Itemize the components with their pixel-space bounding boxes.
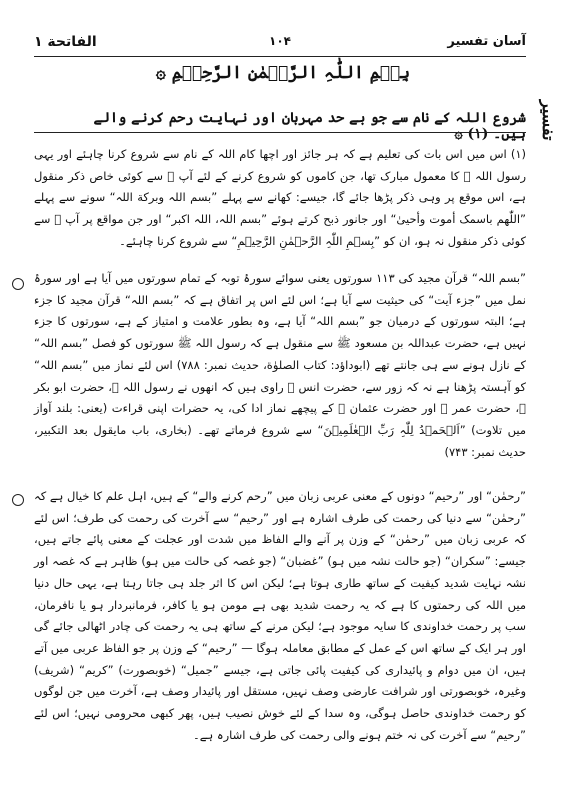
header-divider: [34, 56, 526, 57]
page-number: ۱۰۴: [269, 34, 291, 48]
translation-divider: [34, 132, 526, 133]
bullet-circle-icon: [12, 494, 24, 506]
book-title: آسان تفسیر: [447, 34, 526, 49]
commentary-paragraph-1: (۱) اس میں اس بات کی تعلیم ہے کہ ہر جائز اور اچھا کام اللہ کے نام سے شروع کرنا چاہئے اور یہی رسول اللہ ﷺ کا معمول مبارک تھا، جن کاموں کو شروع کرنے کے لئے آپ ﷺ سے کوئی خاص ذکر منقول ہے، اس موقع پر وہی ذکر پڑھا جائے گا، جیسے: کھانے سے پہلے ”بسم اللہ وبرکة اللہ“ سونے سے پہلے ”اللّٰھم باسمک أموت وأحییٰ“ اور جانور ذبح کرتے ہوئے ”بسم اللہ، اللہ اکبر“ اور جن مواقع پر آپ ﷺ سے کوئی ذکر منقول نہ ہو، ان کو ”بِسۡمِ اللّٰہِ الرَّحۡمٰنِ الرَّحِیۡمِ“ سے شروع کرنا چاہئے۔: [34, 147, 526, 248]
side-label-tafseer: تفسیر: [539, 99, 558, 140]
basmala-verse: بِسۡمِ اللّٰہِ الرَّحۡمٰنِ الرَّحِیۡمِ ۞: [155, 63, 411, 83]
commentary-paragraph-3: ”رحمٰن“ اور ”رحیم“ دونوں کے معنی عربی زبان میں ”رحم کرنے والے“ کے ہیں، اہل علم کا خیال ہے کہ ”رحمٰن“ سے دنیا کی رحمت کی طرف اشارہ ہے اور ”رحیم“ سے آخرت کی رحمت کی طرف؛ اس لئے کہ عربی زبان میں ”رحمٰن“ کے وزن پر آنے والے الفاظ میں شدت اور عجلت کے معنی پائے جاتے ہیں، جیسے: ”سکران“ (جو حالت نشہ میں ہو) ”غضبان“ (جو غصہ کی حالت میں ہو) ظاہر ہے کہ غصہ اور نشہ نہایت شدید کیفیت کے ساتھ طاری ہوتا ہے؛ لیکن اس کا اثر جلد ہی جاتا رہتا ہے، یہی حال دنیا میں اللہ کی رحمتوں کا ہے کہ یہ رحمت شدید بھی ہے مومن ہو یا کافر، فرمانبردار ہو یا نافرمان، سب پر رحمت خداوندی کا سایہ موجود ہے؛ لیکن مرنے کے ساتھ ہی یہ رحمت کی چادر اٹھالی جائے گی اور ہر ایک کے ساتھ اس کے عمل کے مطابق معاملہ ہوگا — ”رحیم“ کے وزن پر جو الفاظ عربی میں آتے ہیں، ان میں دوام و پائیداری کی کیفیت پائی جاتی ہے، جیسے ”جمیل“ (خوبصورت) ”کریم“ (شریف) وغیرہ، خوبصورتی اور شرافت عارضی وصف نہیں، مستقل اور پائیدار وصف ہے، آخرت میں جن لوگوں کو رحمت خداوندی حاصل ہوگی، وہ سدا کے لئے خوش نصیب ہیں، پھر کبھی محرومی نہیں؛ اس لئے ”رحیم“ سے آخرت کی نہ ختم ہونے والی رحمت کی طرف اشارہ ہے۔: [34, 489, 526, 742]
verse-translation: شروع اللہ کے نام سے جو بے حد مہربان اور نہایت رحم کرنے والے ہیں۔ (۱) ۞: [93, 110, 526, 142]
commentary-paragraph-2: ”بسم اللہ“ قرآن مجید کی ۱۱۳ سورتوں یعنی سوائے سورۂ توبہ کے تمام سورتوں میں آیا ہے اور سورۂ نمل میں ”جزء آیت“ کی حیثیت سے آیا ہے؛ اس لئے اس پر اتفاق ہے کہ ”بسم اللہ“ قرآن مجید کا جزء ہے؛ البتہ سورتوں کے درمیان جو ”بسم اللہ“ آیا ہے، وہ بطور علامت و امتیاز کے ہے، سورتوں کا جزء نہیں ہے، حضرت عبداللہ بن مسعود ﷺ سے منقول ہے کہ رسول اللہ ﷺ سورتوں کو فصل ”بسم اللہ“ کے نازل ہونے سے ہی جانتے تھے (ابوداؤد: کتاب الصلوٰة، حدیث نمبر: ۷۸۸) اس لئے نماز میں ”بسم اللہ“ کو آہستہ پڑھنا ہے نہ کہ زور سے، حضرت انس ﷺ راوی ہیں کہ انھوں نے رسول اللہ ﷺ، حضرت ابو بکر ﷺ، حضرت عمر ﷺ اور حضرت عثمان ﷺ کے پیچھے نماز ادا کی، یہ حضرات اپنی قراءت (یعنی: بلند آواز میں تلاوت) ”اَلۡحَمۡدُ لِلّٰہِ رَبِّ الۡعٰلَمِیۡنَ“ سے شروع فرماتے تھے۔ (بخاری، باب مایقول بعد التکبیر، حدیث نمبر: ۷۴۳): [34, 271, 527, 459]
bullet-circle-icon: [12, 278, 24, 290]
page-header: [34, 34, 526, 58]
surah-name: الفاتحة ۱: [34, 34, 97, 50]
